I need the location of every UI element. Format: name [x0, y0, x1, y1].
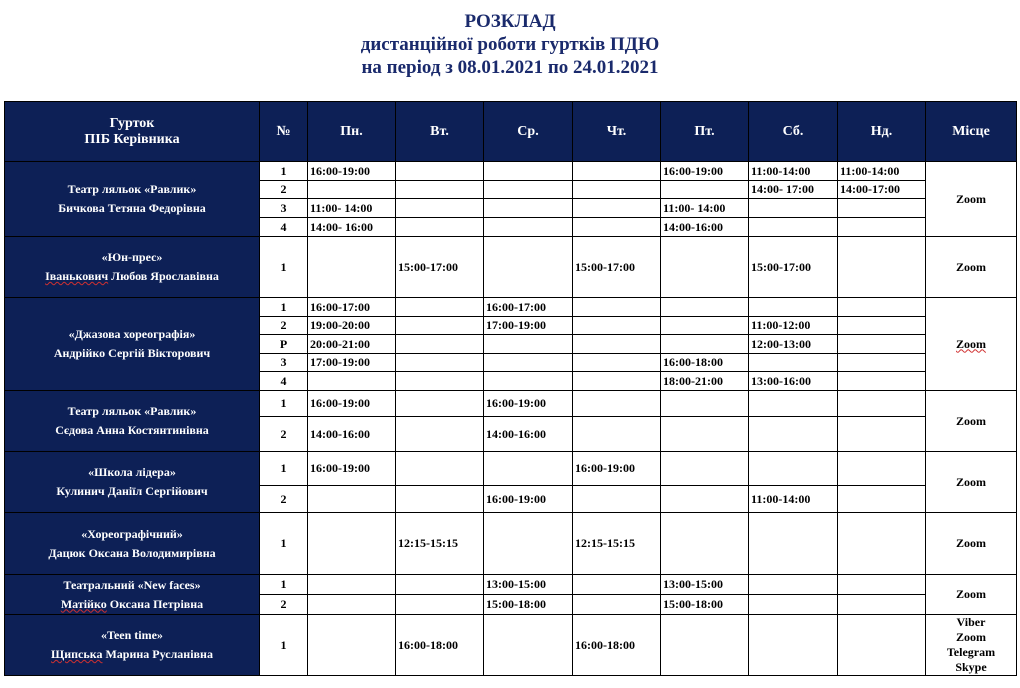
time-cell-thu: 12:15-15:15: [573, 513, 661, 575]
time-cell-fri: [661, 417, 749, 452]
time-cell-sat: [749, 513, 838, 575]
group-cell: [5, 298, 260, 391]
group-leader: Кулинич Даніїл Сергійович: [56, 484, 208, 498]
time-cell-mon: [308, 595, 396, 615]
time-cell-thu: [573, 199, 661, 218]
time-cell-thu: [573, 181, 661, 199]
time-cell-sun: [838, 372, 926, 391]
time-cell-wed: 15:00-18:00: [484, 595, 573, 615]
group-name: «Teen time»: [101, 628, 163, 642]
place-cell: Viber Zoom Telegram Skype: [926, 615, 1017, 676]
time-cell-wed: [484, 513, 573, 575]
time-cell-mon: [308, 237, 396, 298]
time-cell-sat: [749, 199, 838, 218]
row-number: 1: [260, 452, 308, 486]
time-cell-wed: [484, 335, 573, 354]
table-row: [5, 452, 1017, 486]
time-cell-mon: [308, 513, 396, 575]
time-cell-tue: [396, 486, 484, 513]
time-cell-sun: [838, 354, 926, 372]
time-cell-tue: [396, 335, 484, 354]
group-name: Театр ляльок «Равлик»: [67, 404, 197, 418]
row-number: 1: [260, 615, 308, 676]
time-cell-sat: [749, 218, 838, 237]
time-cell-tue: [396, 317, 484, 335]
header-group-line-1: Гурток: [109, 115, 155, 131]
time-cell-sun: [838, 391, 926, 417]
group-cell: [5, 615, 260, 676]
group-cell: [5, 575, 260, 615]
header-day-sat: Сб.: [749, 102, 838, 162]
time-cell-fri: [661, 486, 749, 513]
row-number: 1: [260, 298, 308, 317]
time-cell-wed: 16:00-17:00: [484, 298, 573, 317]
time-cell-sun: [838, 298, 926, 317]
table-row: [5, 391, 1017, 417]
time-cell-thu: [573, 298, 661, 317]
time-cell-sat: 11:00-12:00: [749, 317, 838, 335]
time-cell-tue: [396, 391, 484, 417]
time-cell-mon: [308, 372, 396, 391]
header-row: [5, 102, 1017, 162]
time-cell-thu: 16:00-19:00: [573, 452, 661, 486]
time-cell-fri: 16:00-18:00: [661, 354, 749, 372]
group-leader: Андрійко Сергій Вікторович: [53, 346, 211, 360]
time-cell-fri: [661, 615, 749, 676]
group-leader: Матійко Оксана Петрівна: [60, 596, 204, 611]
header-day-tue: Вт.: [396, 102, 484, 162]
time-cell-sat: 14:00- 17:00: [749, 181, 838, 199]
time-cell-fri: [661, 391, 749, 417]
title-line-1: РОЗКЛАД: [464, 11, 556, 32]
group-name: «Хореографічний»: [81, 526, 183, 541]
time-cell-sat: 11:00-14:00: [749, 162, 838, 181]
header-day-fri: Пт.: [661, 102, 749, 162]
header-num: №: [260, 102, 308, 162]
time-cell-fri: 15:00-18:00: [661, 595, 749, 615]
table-row: [5, 575, 1017, 595]
time-cell-wed: [484, 615, 573, 676]
time-cell-fri: [661, 298, 749, 317]
time-cell-tue: [396, 595, 484, 615]
time-cell-sun: [838, 575, 926, 595]
time-cell-fri: [661, 513, 749, 575]
time-cell-tue: [396, 372, 484, 391]
title-line-3: на період з 08.01.2021 по 24.01.2021: [361, 57, 659, 78]
row-number: 2: [260, 595, 308, 615]
time-cell-sat: 12:00-13:00: [749, 335, 838, 354]
header-day-mon: Пн.: [308, 102, 396, 162]
time-cell-sun: [838, 486, 926, 513]
time-cell-fri: [661, 335, 749, 354]
time-cell-wed: [484, 199, 573, 218]
row-number: 3: [260, 199, 308, 218]
time-cell-wed: [484, 372, 573, 391]
group-leader: Щипська Марина Русланівна: [51, 647, 213, 661]
row-number: 1: [260, 513, 308, 575]
schedule-table: [4, 101, 1017, 676]
time-cell-mon: 16:00-19:00: [308, 452, 396, 486]
header-group-line-2: ПІБ Керівника: [84, 131, 180, 147]
row-number: 2: [260, 181, 308, 199]
table-row: [5, 298, 1017, 317]
time-cell-tue: [396, 354, 484, 372]
time-cell-mon: 17:00-19:00: [308, 354, 396, 372]
time-cell-mon: [308, 486, 396, 513]
time-cell-tue: [396, 162, 484, 181]
time-cell-sun: [838, 615, 926, 676]
time-cell-wed: [484, 162, 573, 181]
group-cell: [5, 513, 260, 575]
time-cell-fri: 11:00- 14:00: [661, 199, 749, 218]
row-number: 4: [260, 372, 308, 391]
document-title: [0, 10, 1020, 79]
time-cell-tue: [396, 417, 484, 452]
place-cell: Zoom: [926, 391, 1017, 452]
time-cell-tue: [396, 575, 484, 595]
time-cell-mon: 20:00-21:00: [308, 335, 396, 354]
time-cell-sat: [749, 417, 838, 452]
place-cell: Zoom: [926, 575, 1017, 615]
time-cell-wed: 17:00-19:00: [484, 317, 573, 335]
time-cell-sat: 15:00-17:00: [749, 237, 838, 298]
time-cell-wed: [484, 218, 573, 237]
time-cell-tue: 15:00-17:00: [396, 237, 484, 298]
group-name: Театральний «New faces»: [63, 577, 201, 592]
title-line-2: дистанційної роботи гуртків ПДЮ: [360, 34, 660, 55]
table-row: [5, 237, 1017, 298]
place-cell: Zoom: [926, 162, 1017, 237]
time-cell-sat: [749, 575, 838, 595]
time-cell-sun: [838, 513, 926, 575]
header-day-wed: Ср.: [484, 102, 573, 162]
time-cell-thu: [573, 391, 661, 417]
time-cell-fri: 13:00-15:00: [661, 575, 749, 595]
time-cell-thu: [573, 575, 661, 595]
time-cell-sat: 11:00-14:00: [749, 486, 838, 513]
time-cell-fri: 18:00-21:00: [661, 372, 749, 391]
time-cell-sat: 13:00-16:00: [749, 372, 838, 391]
time-cell-mon: [308, 181, 396, 199]
time-cell-thu: 16:00-18:00: [573, 615, 661, 676]
place-cell: Zoom: [926, 237, 1017, 298]
group-name: Театр ляльок «Равлик»: [67, 182, 197, 196]
time-cell-thu: [573, 218, 661, 237]
time-cell-tue: 16:00-18:00: [396, 615, 484, 676]
time-cell-thu: [573, 486, 661, 513]
row-number: Р: [260, 335, 308, 354]
time-cell-fri: [661, 317, 749, 335]
time-cell-sun: [838, 452, 926, 486]
time-cell-wed: 16:00-19:00: [484, 391, 573, 417]
time-cell-sun: [838, 595, 926, 615]
time-cell-sun: 14:00-17:00: [838, 181, 926, 199]
group-leader: Дацюк Оксана Володимирівна: [48, 545, 216, 560]
time-cell-mon: [308, 615, 396, 676]
header-place: Місце: [926, 102, 1017, 162]
table-row: [5, 513, 1017, 575]
time-cell-thu: [573, 162, 661, 181]
group-leader: Сєдова Анна Костянтинівна: [55, 423, 209, 437]
time-cell-thu: [573, 595, 661, 615]
time-cell-sun: [838, 417, 926, 452]
time-cell-wed: 16:00-19:00: [484, 486, 573, 513]
time-cell-sat: [749, 615, 838, 676]
time-cell-sat: [749, 298, 838, 317]
group-leader: Іванькович Любов Ярославівна: [45, 269, 219, 283]
table-row: [5, 615, 1017, 676]
time-cell-thu: [573, 335, 661, 354]
time-cell-thu: [573, 317, 661, 335]
time-cell-tue: [396, 199, 484, 218]
time-cell-sun: [838, 237, 926, 298]
time-cell-fri: [661, 452, 749, 486]
place-cell: Zoom: [926, 513, 1017, 575]
time-cell-fri: [661, 237, 749, 298]
time-cell-wed: [484, 237, 573, 298]
time-cell-mon: [308, 575, 396, 595]
time-cell-tue: [396, 298, 484, 317]
time-cell-tue: [396, 181, 484, 199]
time-cell-mon: 16:00-19:00: [308, 391, 396, 417]
header-day-sun: Нд.: [838, 102, 926, 162]
time-cell-sat: [749, 595, 838, 615]
group-cell: [5, 391, 260, 452]
group-cell: [5, 237, 260, 298]
time-cell-wed: 14:00-16:00: [484, 417, 573, 452]
time-cell-sun: [838, 317, 926, 335]
header-group: [5, 102, 260, 162]
group-cell: [5, 162, 260, 237]
row-number: 2: [260, 486, 308, 513]
time-cell-sat: [749, 354, 838, 372]
row-number: 1: [260, 162, 308, 181]
time-cell-fri: [661, 181, 749, 199]
schedule-body: [5, 162, 1017, 676]
row-number: 2: [260, 317, 308, 335]
place-cell: Zoom: [926, 452, 1017, 513]
time-cell-wed: [484, 181, 573, 199]
header-day-thu: Чт.: [573, 102, 661, 162]
time-cell-wed: 13:00-15:00: [484, 575, 573, 595]
time-cell-wed: [484, 452, 573, 486]
time-cell-mon: 11:00- 14:00: [308, 199, 396, 218]
row-number: 2: [260, 417, 308, 452]
time-cell-tue: [396, 218, 484, 237]
time-cell-thu: 15:00-17:00: [573, 237, 661, 298]
group-name: «Джазова хореографія»: [68, 327, 196, 341]
row-number: 3: [260, 354, 308, 372]
time-cell-sun: [838, 335, 926, 354]
row-number: 1: [260, 237, 308, 298]
group-name: «Школа лідера»: [88, 465, 176, 479]
row-number: 1: [260, 391, 308, 417]
time-cell-thu: [573, 354, 661, 372]
time-cell-mon: 16:00-17:00: [308, 298, 396, 317]
time-cell-fri: 14:00-16:00: [661, 218, 749, 237]
time-cell-wed: [484, 354, 573, 372]
place-cell: Zoom: [926, 298, 1017, 391]
time-cell-thu: [573, 372, 661, 391]
time-cell-sat: [749, 452, 838, 486]
row-number: 1: [260, 575, 308, 595]
time-cell-thu: [573, 417, 661, 452]
group-cell: [5, 452, 260, 513]
time-cell-sun: [838, 199, 926, 218]
time-cell-sat: [749, 391, 838, 417]
time-cell-mon: 16:00-19:00: [308, 162, 396, 181]
time-cell-mon: 14:00- 16:00: [308, 218, 396, 237]
row-number: 4: [260, 218, 308, 237]
group-name: «Юн-прес»: [101, 250, 163, 264]
time-cell-sun: 11:00-14:00: [838, 162, 926, 181]
time-cell-fri: 16:00-19:00: [661, 162, 749, 181]
time-cell-mon: 14:00-16:00: [308, 417, 396, 452]
table-row: [5, 162, 1017, 181]
time-cell-mon: 19:00-20:00: [308, 317, 396, 335]
time-cell-tue: 12:15-15:15: [396, 513, 484, 575]
time-cell-sun: [838, 218, 926, 237]
time-cell-tue: [396, 452, 484, 486]
group-leader: Бичкова Тетяна Федорівна: [58, 201, 206, 215]
